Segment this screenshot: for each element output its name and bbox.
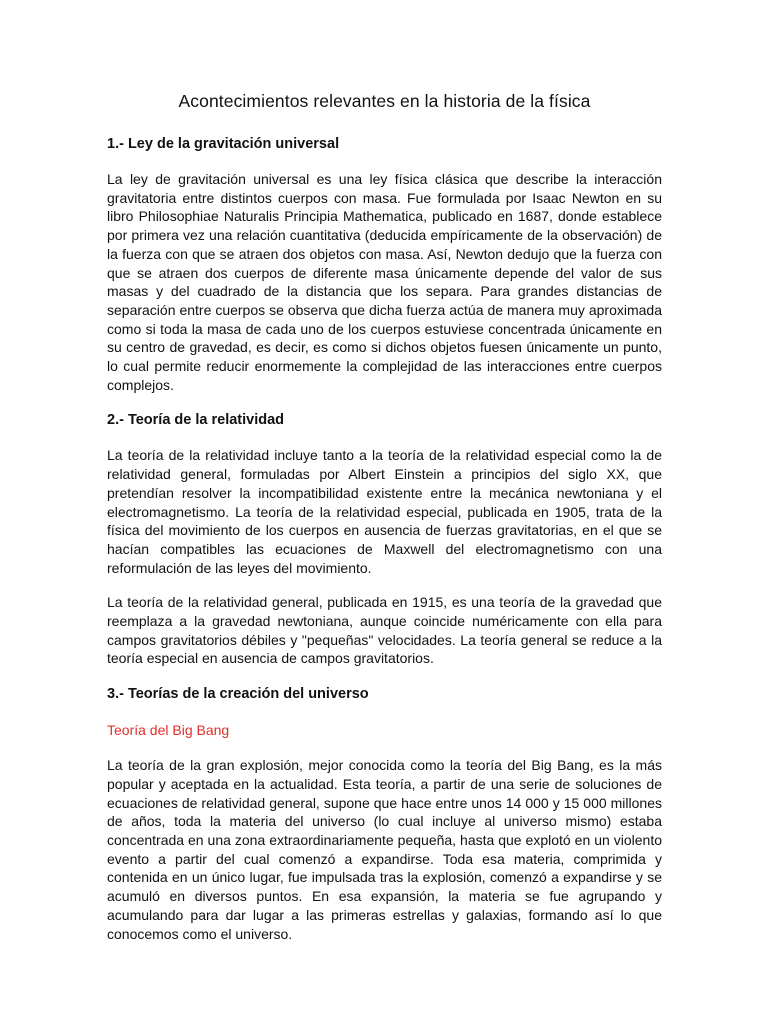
section-heading: 3.- Teorías de la creación del universo <box>107 686 369 703</box>
paragraph: La teoría de la relatividad general, publicada en 1915, es una teoría de la gravedad que reemplaza a la gravedad newtoniana, aunque coincide numéricamente con ella para campos gravitatorios débiles y "pequeñas" velocidades. La teoría general se reduce a la teoría especial en ausencia de campos gravitatorios. <box>107 594 662 667</box>
section-relativity <box>107 410 662 668</box>
paragraph: La ley de gravitación universal es una ley física clásica que describe la interacción gravitatoria entre distintos cuerpos con masa. Fue formulada por Isaac Newton en su libro Philosophiae Naturalis Principia Mathematica, publicado en 1687, donde establece por primera vez una relación cuantitativa (deducida empíricamente de la observación) de la fuerza con que se atraen dos objetos con masa. Así, Newton dedujo que la fuerza con que se atraen dos cuerpos de diferente masa únicamente depende del valor de sus masas y del cuadrado de la distancia que los separa. Para grandes distancias de separación entre cuerpos se observa que dicha fuerza actúa de manera muy aproximada como si toda la masa de cada uno de los cuerpos estuviese concentrada únicamente en su centro de gravedad, es decir, es como si dichos objetos fuesen únicamente un punto, lo cual permite reducir enormemente la complejidad de las interacciones entre cuerpos complejos. <box>107 171 662 393</box>
paragraph: La teoría de la gran explosión, mejor conocida como la teoría del Big Bang, es la más popular y aceptada en la actualidad. Esta teoría, a partir de una serie de soluciones de ecuaciones de relatividad general, supone que hace entre unos 14 000 y 15 000 millones de años, toda la materia del universo (lo cual incluye al universo mismo) estaba concentrada en una zona extraordinariamente pequeña, hasta que explotó en un violento evento a partir del cual comenzó a expandirse. Toda esa materia, comprimida y contenida en un único lugar, fue impulsada tras la explosión, comenzó a expandirse y se acumuló en diversos puntos. En esa expansión, la materia se fue agrupando y acumulando para dar lugar a las primeras estrellas y galaxias, formando así lo que conocemos como el universo. <box>107 757 662 942</box>
document-page <box>107 88 662 959</box>
section-heading: 1.- Ley de la gravitación universal <box>107 136 340 152</box>
paragraph: La teoría de la relatividad incluye tanto a la teoría de la relatividad especial como la de relatividad general, formuladas por Albert Einstein a principios del siglo XX, que pretendían resolver la incompatibilidad existente entre la mecánica newtoniana y el electromagnetismo. La teoría de la relatividad especial, publicada en 1905, trata de la física del movimiento de los cuerpos en ausencia de fuerzas gravitatorias, en el que se hacían compatibles las ecuaciones de Maxwell del electromagnetismo con una reformulación de las leyes del movimiento. <box>107 447 662 576</box>
section-universe-creation <box>107 684 662 943</box>
page-title: Acontecimientos relevantes en la historia de la física <box>178 91 591 111</box>
subheading-big-bang: Teoría del Big Bang <box>107 722 230 739</box>
section-heading: 2.- Teoría de la relatividad <box>107 412 285 429</box>
section-gravitation <box>107 134 662 394</box>
